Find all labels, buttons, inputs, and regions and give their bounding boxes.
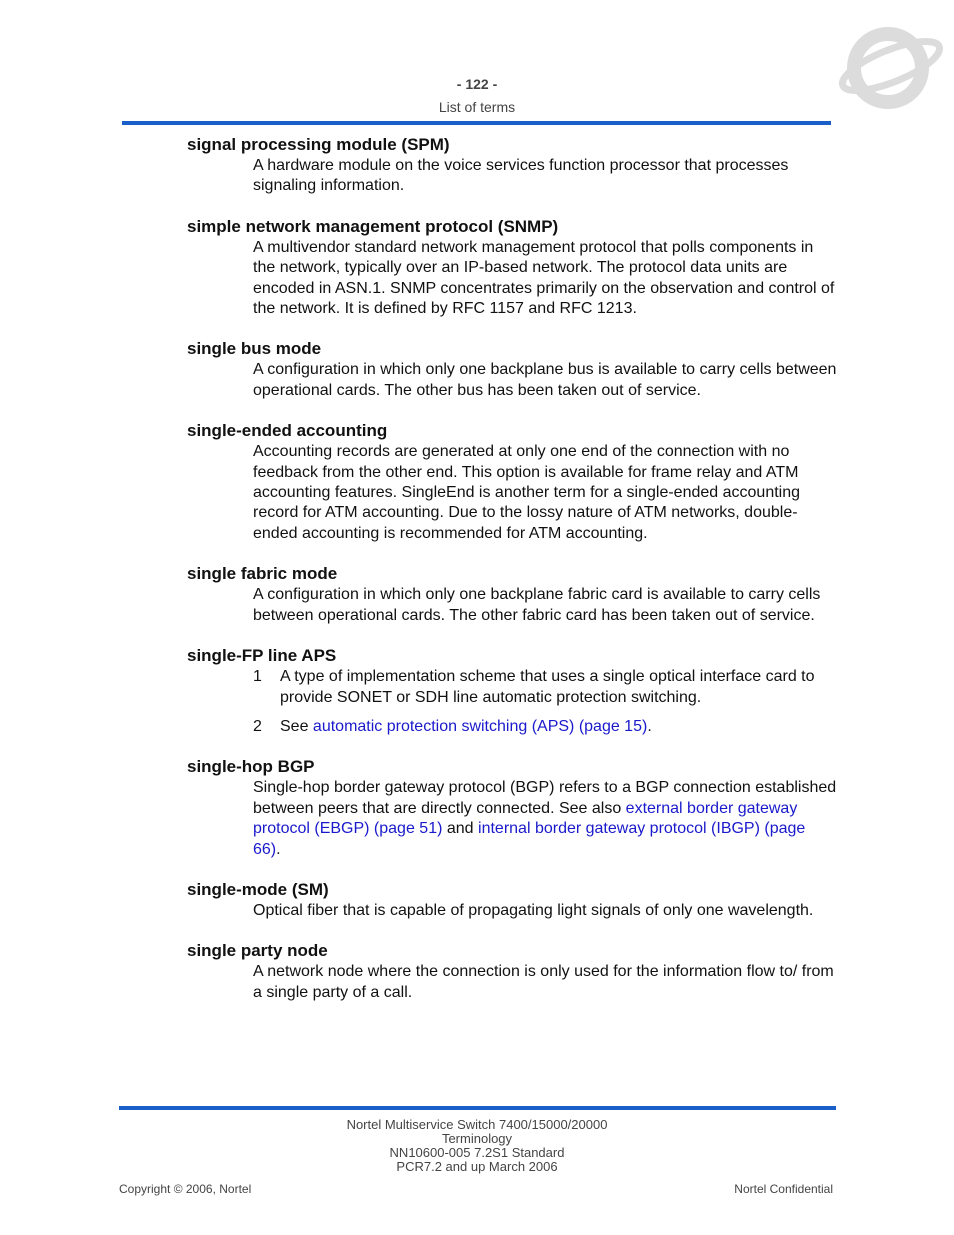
document-title: Terminology <box>441 1131 513 1146</box>
term: single bus mode <box>187 339 322 359</box>
definition <box>253 778 837 860</box>
ibgp-crossref-link[interactable]: internal border gateway protocol (IBGP) (page 66) <box>253 820 806 858</box>
document-number: NN10600-005 7.2S1 Standard <box>389 1145 565 1160</box>
term: single-ended accounting <box>187 421 388 441</box>
numbered-definitions <box>253 667 837 737</box>
definition: A network node where the connection is only used for the information flow to/ from a single party of a call. <box>253 963 834 1001</box>
item-text <box>280 717 652 737</box>
term: single-FP line APS <box>187 646 337 666</box>
section-title: List of terms <box>438 99 516 115</box>
footer-rule <box>119 1106 836 1110</box>
header-rule <box>122 121 831 125</box>
release-date: PCR7.2 and up March 2006 <box>396 1159 558 1174</box>
definition: A configuration in which only one backplane fabric card is available to carry cells between operational cards. The other fabric card has been taken out of service. <box>253 586 821 624</box>
ebgp-crossref-link[interactable]: external border gateway protocol (EBGP) (page 51) <box>253 799 798 838</box>
definition-text: . <box>276 840 281 858</box>
glossary-entry <box>187 879 837 921</box>
footer-doc-info <box>0 1118 954 1174</box>
product-name: Nortel Multiservice Switch 7400/15000/20000 <box>346 1117 608 1132</box>
definition: A hardware module on the voice services function processor that processes signaling information. <box>253 157 789 195</box>
definition: A configuration in which only one backplane bus is available to carry cells between operational cards. The other bus has been taken out of service. <box>253 361 837 399</box>
page-number: - 122 - <box>456 76 498 92</box>
glossary-entry <box>187 645 837 737</box>
item-suffix: . <box>647 717 652 735</box>
glossary-entry <box>187 756 837 860</box>
term: single party node <box>187 941 328 961</box>
item-number: 1 <box>253 668 262 686</box>
numbered-item <box>253 717 837 737</box>
term: single-hop BGP <box>187 757 315 777</box>
item-number: 2 <box>253 717 262 735</box>
item-prefix: See <box>280 717 313 735</box>
numbered-item <box>253 667 837 708</box>
definition-text: Single-hop border gateway protocol (BGP) refers to a BGP connection established between peers that are directly connected. See also <box>253 779 837 817</box>
definition: Accounting records are generated at only one end of the connection with no feedback from the other end. This option is available for frame relay and ATM accounting features. SingleEnd is another term for a single-ended accounting record for ATM accounting. Due to the lossy nature of ATM networks, double-ended accounting is recommended for ATM accounting. <box>253 443 801 542</box>
definition: A multivendor standard network management protocol that polls components in the network, typically over an IP-based network. The protocol data units are encoded in ASN.1. SNMP concentrates primarily on the observation and control of the network. It is defined by RFC 1157 and RFC 1213. <box>253 238 835 318</box>
glossary-entry <box>187 940 837 1003</box>
item-text: A type of implementation scheme that uses a single optical interface card to provide SONET or SDH line automatic protection switching. <box>280 668 815 706</box>
aps-crossref-link[interactable]: automatic protection switching (APS) (page 15) <box>312 717 648 735</box>
copyright: Copyright © 2006, Nortel <box>119 1182 252 1196</box>
glossary-entry <box>187 420 837 544</box>
confidentiality-notice: Nortel Confidential <box>734 1182 833 1196</box>
term: single-mode (SM) <box>187 879 329 899</box>
definition: Optical fiber that is capable of propagating light signals of only one wavelength. <box>253 901 814 919</box>
glossary-entry <box>187 563 837 626</box>
glossary-list <box>187 134 837 1022</box>
term: single fabric mode <box>187 564 338 584</box>
glossary-entry <box>187 338 837 401</box>
glossary-entry <box>187 134 837 197</box>
term: simple network management protocol (SNMP) <box>187 216 559 236</box>
term: signal processing module (SPM) <box>187 135 450 154</box>
definition-text: and <box>442 820 479 838</box>
glossary-entry <box>187 216 837 320</box>
